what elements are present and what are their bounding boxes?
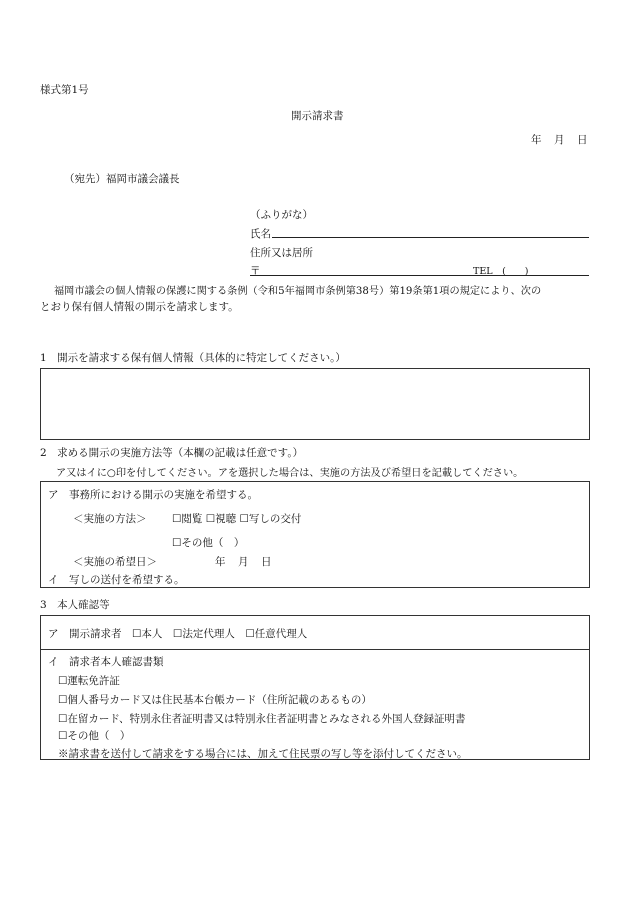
section-3-note: ※請求書を送付して請求をする場合には、加えて住民票の写し等を添付してください。 [58, 748, 468, 760]
section-3-heading: 3 本人確認等 [40, 599, 110, 611]
method-other[interactable]: ☐その他（ ） [172, 537, 245, 549]
date-value[interactable]: 年 月 日 [215, 556, 273, 568]
option-a[interactable]: ア 事務所における開示の実施を希望する。 [48, 489, 258, 501]
date-label: ＜実施の希望日＞ [73, 556, 157, 568]
requested-info-box[interactable] [40, 368, 590, 440]
address-field[interactable] [250, 275, 589, 276]
section-1-heading: 1 開示を請求する保有個人情報（具体的に特定してください。） [40, 352, 346, 364]
requester-line[interactable]: ア 開示請求者 ☐本人 ☐法定代理人 ☐任意代理人 [48, 628, 308, 640]
identity-divider [41, 649, 589, 650]
intro-line-1: 福岡市議会の個人情報の保護に関する条例（令和5年福岡市条例第38号）第19条第1項の規定により、次の [54, 286, 542, 297]
addressee: （宛先）福岡市議会議長 [64, 173, 180, 185]
doc-item-residence[interactable]: ☐在留カード、特別永住者証明書又は特別永住者証明書とみなされる外国人登録証明書 [58, 713, 466, 725]
page-title: 開示請求書 [291, 110, 344, 122]
docs-heading: イ 請求者本人確認書類 [48, 656, 164, 668]
furigana-label: （ふりがな） [250, 209, 313, 221]
name-field[interactable] [272, 237, 589, 238]
option-b[interactable]: イ 写しの送付を希望する。 [48, 574, 185, 586]
doc-item-other[interactable]: ☐その他（ ） [58, 730, 131, 742]
section-2-note: ア又はイに○印を付してください。アを選択した場合は、実施の方法及び希望日を記載してください。 [56, 468, 524, 479]
doc-item-license[interactable]: ☐運転免許証 [58, 675, 120, 687]
name-label: 氏名 [250, 228, 271, 240]
form-number: 様式第1号 [40, 84, 89, 96]
section-2-heading: 2 求める開示の実施方法等（本欄の記載は任意です。） [40, 447, 304, 459]
intro-line-2: とおり保有個人情報の開示を請求します。 [40, 301, 239, 313]
address-label: 住所又は居所 [250, 247, 313, 259]
date-line: 年 月 日 [531, 134, 589, 146]
doc-item-mynumber[interactable]: ☐個人番号カード又は住民基本台帳カード（住所記載のあるもの） [58, 694, 372, 706]
postal-mark: 〒 [250, 265, 261, 277]
method-label: ＜実施の方法＞ [73, 513, 147, 525]
tel-label: TEL ( ) [473, 266, 529, 277]
identity-box [40, 615, 590, 760]
method-options[interactable]: ☐閲覧 ☐視聴 ☐写しの交付 [172, 513, 302, 525]
method-box [40, 481, 590, 588]
